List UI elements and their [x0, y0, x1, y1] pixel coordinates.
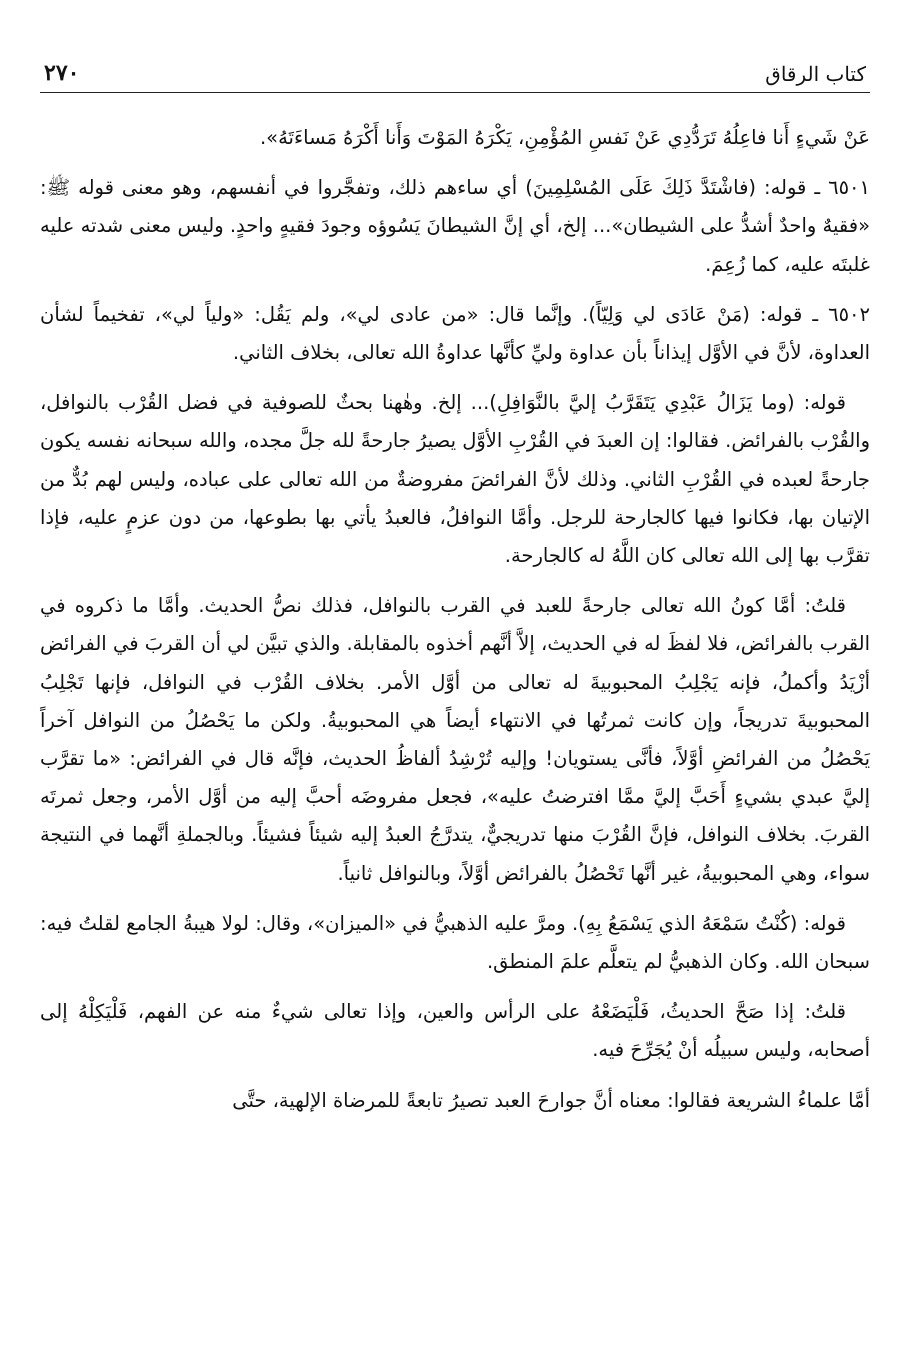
- paragraph-hadith-6501: ٦٥٠١ ـ قوله: (فاشْتَدَّ ذَلِكَ عَلَى المُسْلِمِينَ) أي ساءهم ذلك، وتفجَّروا في أنفسهم، وهو معنى قوله ﷺ: «فقيهٌ واحدٌ أشدُّ على الشيطان»... إلخ، أي إنَّ الشيطانَ يَسُوؤه وجودَ فقيهٍ واحدٍ. وليس معنى شدته عليه غلبتَه عليه، كما زُعِمَ.: [40, 176, 870, 276]
- paragraph-dhahabi-remark: قوله: (كُنْتُ سَمْعَهُ الذي يَسْمَعُ بِهِ). ومرَّ عليه الذهبيُّ في «الميزان»، وقال: لولا هيبةُ الجامع لقلتُ فيه: سبحان الله. وكان الذهبيُّ لم يتعلَّم علمَ المنطق.: [40, 911, 870, 974]
- body-text: [40, 119, 870, 1120]
- book-page: [40, 52, 870, 1342]
- paragraph-ulama-shariah: أمَّا علماءُ الشريعة فقالوا: معناه أنَّ جوارحَ العبد تصيرُ تابعةً للمرضاة الإلهية، حتَّى: [232, 1088, 870, 1112]
- paragraph-continuation: عَنْ شَيءٍ أَنا فاعِلُهُ تَرَدُّدِي عَنْ نَفسِ المُؤْمِنِ، يَكْرَهُ المَوْتَ وَأَنا أَكْرَهُ مَساءَتَهُ».: [259, 126, 870, 149]
- running-header: [40, 52, 870, 93]
- paragraph-hadith-6502: ٦٥٠٢ ـ قوله: (مَنْ عَادَى لي وَلِيّاً). وإنَّما قال: «من عادى لي»، ولم يَقُل: «ولياً لي»، تفخيماً لشأن العداوة، لأنَّ في الأوَّل إيذاناً بأن عداوة وليِّ كأنَّها عداوةُ الله تعالى، بخلاف الثاني.: [40, 302, 870, 365]
- paragraph-accept-hadith: قلتُ: إذا صَحَّ الحديثُ، فَلْيَضَعْهُ على الرأس والعين، وإذا تعالى شيءٌ منه عن الفهم، فَلْيَكِلْهُ إلى أصحابه، وليس سبيلُه أنْ يُجَرِّحَ فيه.: [40, 1000, 870, 1062]
- running-title: كتاب الرقاق: [765, 62, 866, 86]
- paragraph-nawafil-discussion: قوله: (وما يَزَالُ عَبْدِي يَتَقَرَّبُ إليَّ بالنَّوَافِلِ)... إلخ. وهٰهنا بحثٌ للصوفية في فضل القُرْب بالنوافل، والقُرْب بالفرائض. فقالوا: إن العبدَ في القُرْبِ الأوَّل يصيرُ جارحةً لله جلَّ مجده، والله سبحانه نفسه يكون جارحةً لعبده في القُرْبِ الثاني. وذلك لأنَّ الفرائضَ مفروضةٌ من الله تعالى على عباده، وليس لهم بُدٌّ من الإتيان بها، فكانوا فيها كالجارحة للرجل. وأمَّا النوافلُ، فالعبدُ يأتي بها بطوعها، من دون عزمٍ عليه، فإذا تقرَّب بها إلى الله تعالى كان اللَّهُ له كالجارحة.: [40, 391, 870, 568]
- paragraph-author-opinion: قلتُ: أمَّا كونُ الله تعالى جارحةً للعبد في القرب بالنوافل، فذلك نصُّ الحديث. وأمَّا ما ذكروه في القرب بالفرائض، فلا لفظَ له في الحديث، إلاَّ أنَّهم أخذوه بالمقابلة. والذي تبيَّن لي أن القربَ في الفرائض أزْيَدُ وأكملُ، فإنه يَجْلِبُ المحبوبيةَ له تعالى من أوَّل الأمر. بخلاف القُرْب في النوافل، فإنها تَجْلِبُ المحبوبيةَ تدريجاً، وإن كانت ثمرتُها في الانتهاء أيضاً هي المحبوبيةُ. ولكن ما يَحْصُلُ من النوافل آخراً يَحْصُلُ من الفرائضِ أوَّلاً، فأنَّى يستويان! وإليه تُرْشِدُ ألفاظُ الحديث، فإنَّه قال في الفرائض: «ما تقرَّب إليَّ عبدي بشيءٍ أَحَبَّ إليَّ ممَّا افترضتُ عليه»، فجعل مفروضَه أحبَّ إليه من أوَّل الأمر، وجعل ثمرتَه القربَ. بخلاف النوافل، فإنَّ القُرْبَ منها تدريجيٌّ، يتدرَّجُ العبدُ إليه شيئاً فشيئاً. وبالجملةِ أنَّهما في النتيجة سواء، وهي المحبوبيةُ، غير أنَّها تَحْصُلُ بالفرائض أوَّلاً، وبالنوافل ثانياً.: [40, 594, 870, 885]
- page-number: ٢٧٠: [44, 60, 80, 86]
